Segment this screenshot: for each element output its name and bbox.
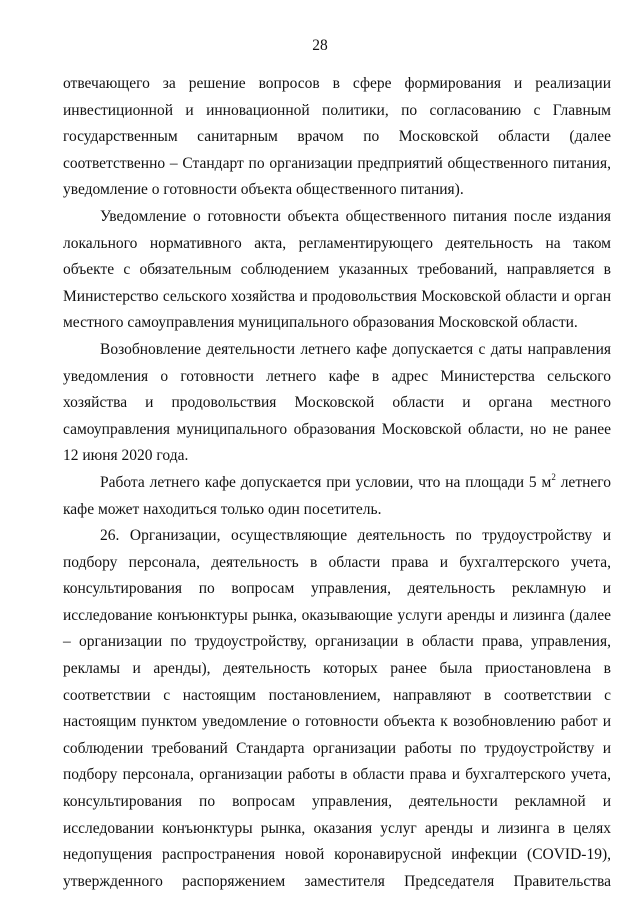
area-superscript: 2 — [551, 471, 556, 482]
paragraph-notification: Уведомление о готовности объекта общественного питания после издания локального нормативного акта, регламентирующего деятельность на таком объекте с обязательным соблюдением указанных требований, направляется в Министерство сельского хозяйства и продовольствия Московской области и орган местного самоуправления муниципального образования Московской области. — [63, 207, 611, 332]
area-text-before: Работа летнего кафе допускается при условии, что на площади 5 м — [100, 473, 552, 491]
paragraph-summer-cafe-resumption: Возобновление деятельности летнего кафе допускается с даты направления уведомления о готовности летнего кафе в адрес Министерства сельского хозяйства и продовольствия Московской области и органа местного самоуправления муниципального образования Московской области, но не ранее 12 июня 2020 года. — [63, 340, 611, 465]
paragraph-item-26: 26. Организации, осуществляющие деятельность по трудоустройству и подбору персонала, деятельность в области права и бухгалтерского учета, консультирования по вопросам управления, деятельность рекламную и исследование конъюнктуры рынка, оказывающие услуги аренды и лизинга (далее – организации по трудоустройству, организации в области права, управления, рекламы и аренды), деятельность которых ранее была приостановлена в соответствии с настоящим постановлением, направляют в соответствии с настоящим пунктом уведомление о готовности объекта к возобновлению работ и соблюдении требований Стандарта организации работы по трудоустройству и подбору персонала, организации работы в области права и бухгалтерского учета, консультирования по вопросам управления, деятельности рекламной и исследовании конъюнктуры рынка, оказания услуг аренды и лизинга в целях недопущения распространения новой коронавирусной инфекции (COVID-19), утвержденного распоряжением заместителя Председателя Правительства — [63, 527, 611, 890]
paragraph-summer-cafe-area — [63, 470, 611, 523]
paragraph-continuation: отвечающего за решение вопросов в сфере формирования и реализации инвестиционной и инновационной политики, по согласованию с Главным государственным санитарным врачом по Московской области (далее соответственно – Стандарт по организации предприятий общественного питания, уведомление о готовности объекта общественного питания). — [63, 75, 611, 199]
area-text-after: летнего кафе может находиться только один посетитель. — [63, 473, 611, 518]
page-number: 28 — [312, 37, 328, 54]
document-body — [63, 71, 611, 895]
